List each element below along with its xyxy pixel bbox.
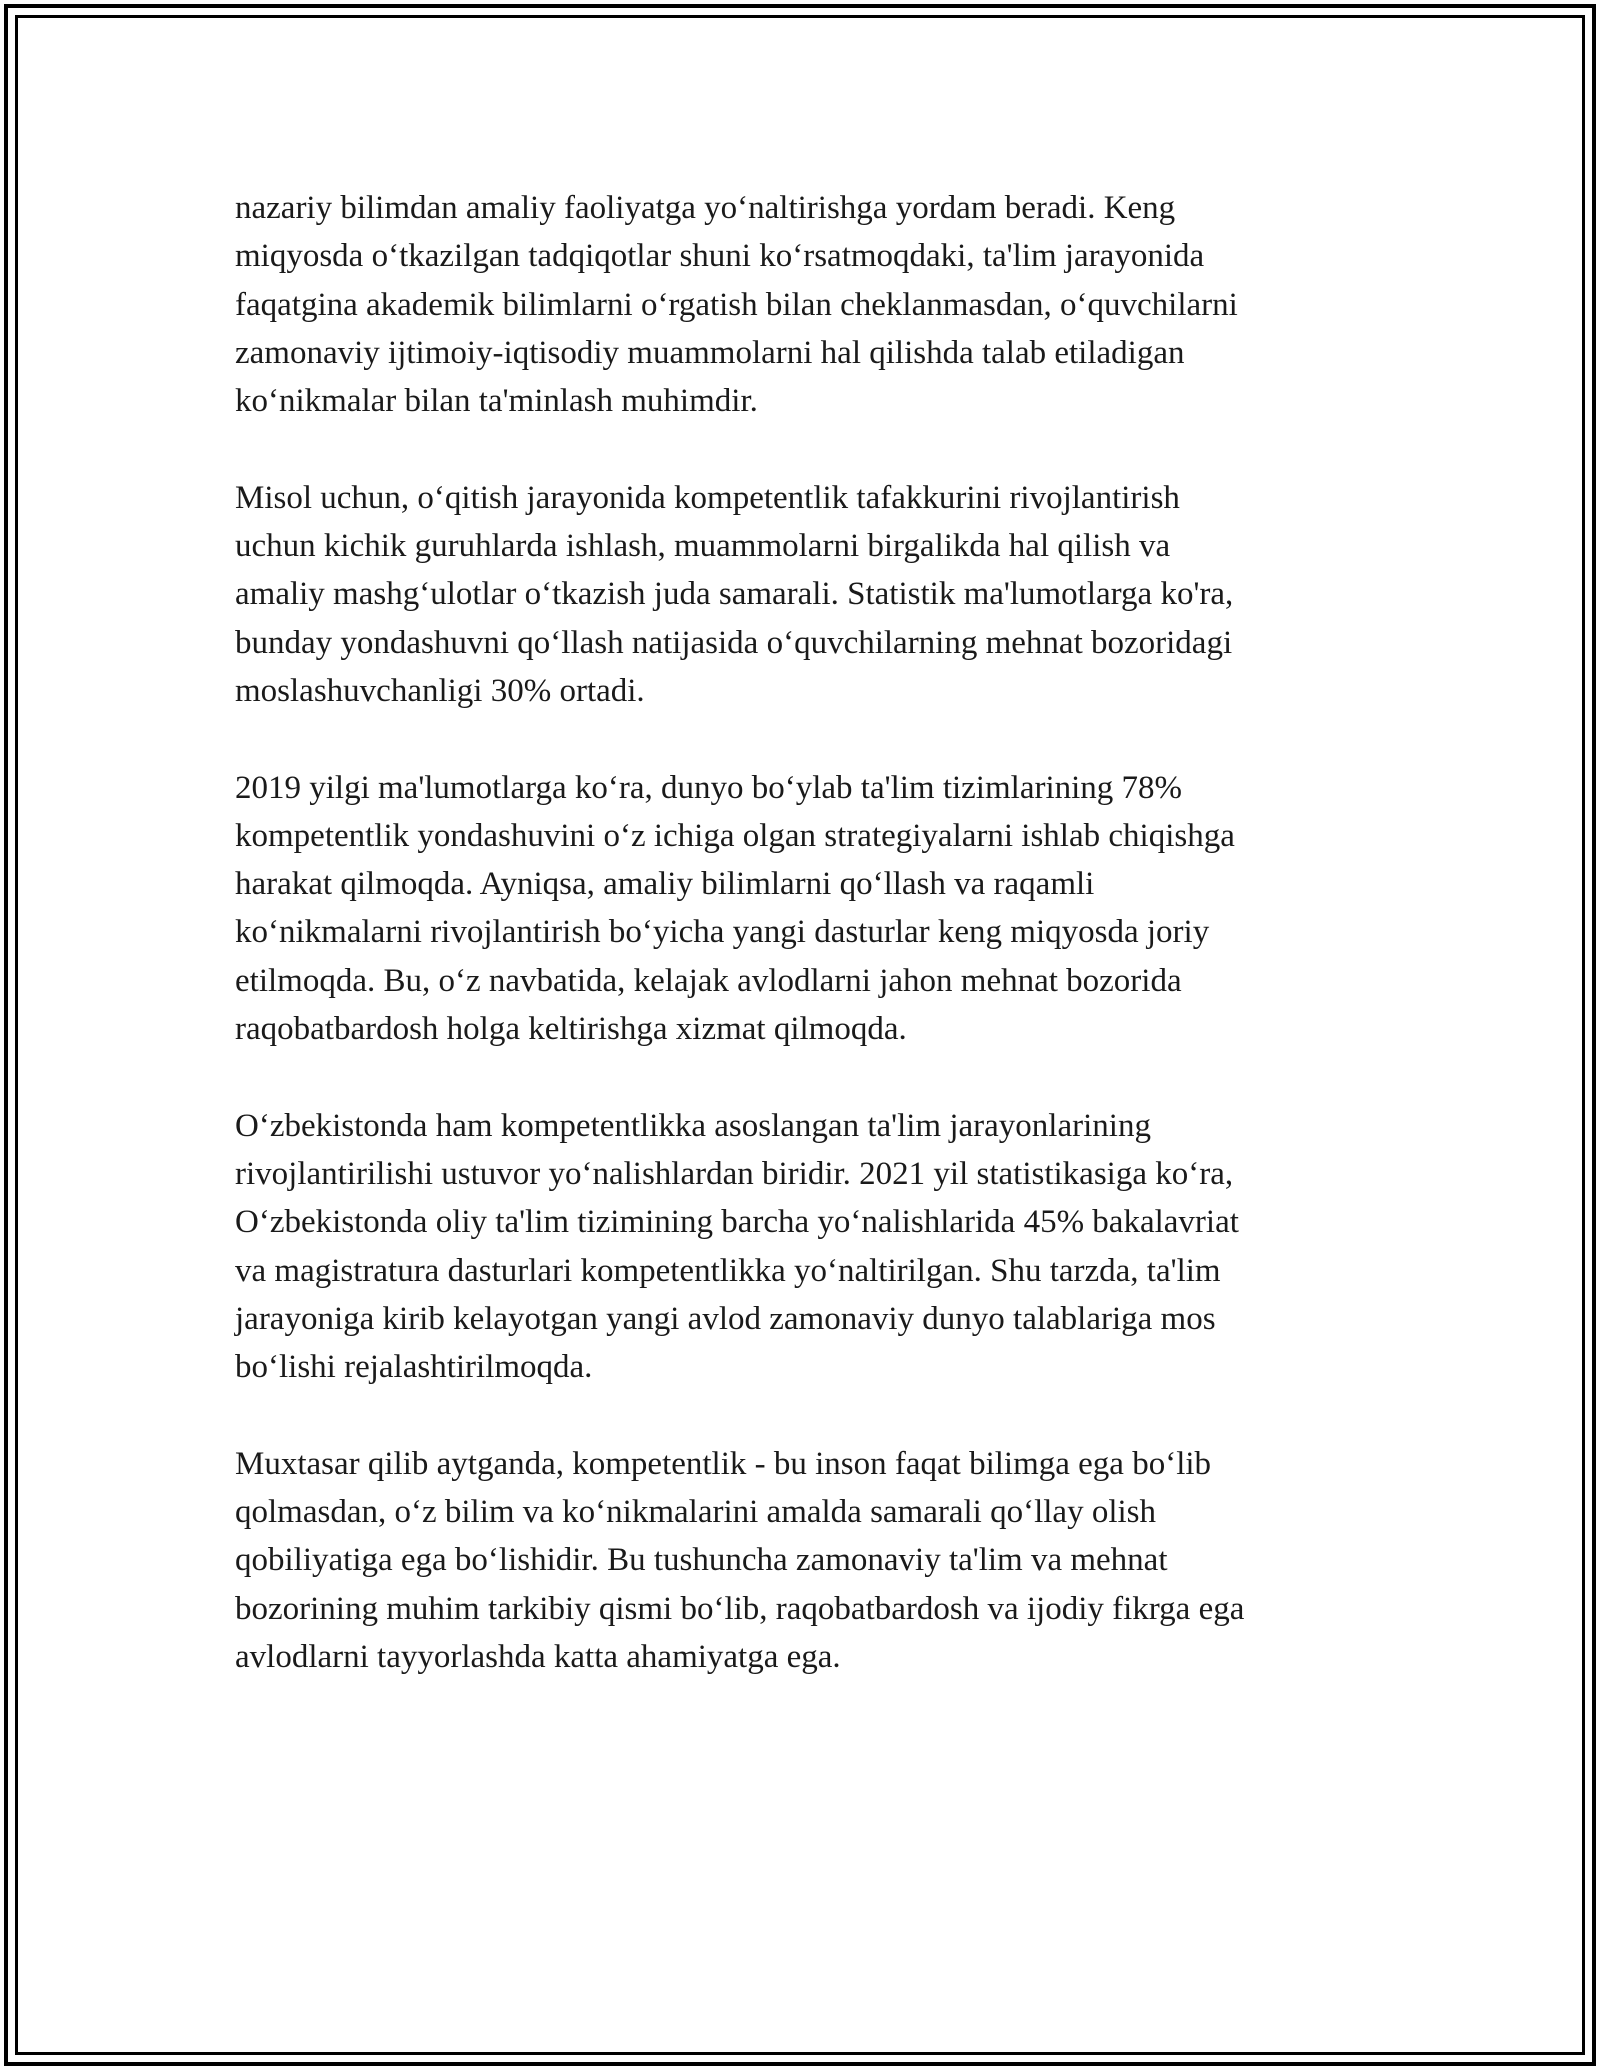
text-line: miqyosda o‘tkazilgan tadqiqotlar shuni ko‘rsatmoqdaki, ta'lim jarayonida <box>235 238 1205 275</box>
text-line: bo‘lishi rejalashtirilmoqda. <box>235 1349 593 1386</box>
text-line: avlodlarni tayyorlashda katta ahamiyatga ega. <box>235 1638 841 1675</box>
text-line: va magistratura dasturlari kompetentlikka yo‘naltirilgan. Shu tarzda, ta'lim <box>235 1252 1221 1289</box>
paragraph-4 <box>235 1102 1385 1392</box>
text-line: ko‘nikmalar bilan ta'minlash muhimdir. <box>235 383 758 420</box>
text-line: 2019 yilgi ma'lumotlarga ko‘ra, dunyo bo‘ylab ta'lim tizimlarining 78% <box>235 769 1183 806</box>
text-line: bozorining muhim tarkibiy qismi bo‘lib, raqobatbardosh va ijodiy fikrga ega <box>235 1590 1245 1627</box>
paragraph-5 <box>235 1440 1385 1681</box>
text-line: etilmoqda. Bu, o‘z navbatida, kelajak avlodlarni jahon mehnat bozorida <box>235 962 1182 999</box>
paragraph-3 <box>235 764 1385 1054</box>
text-line: ko‘nikmalarni rivojlantirish bo‘yicha yangi dasturlar keng miqyosda joriy <box>235 914 1210 951</box>
paragraph-1 <box>235 184 1385 425</box>
text-line: raqobatbardosh holga keltirishga xizmat qilmoqda. <box>235 1011 907 1048</box>
text-line: kompetentlik yondashuvini o‘z ichiga olgan strategiyalarni ishlab chiqishga <box>235 817 1235 854</box>
text-line: amaliy mashg‘ulotlar o‘tkazish juda samarali. Statistik ma'lumotlarga ko'ra, <box>235 576 1234 613</box>
text-line: O‘zbekistonda oliy ta'lim tizimining barcha yo‘nalishlarida 45% bakalavriat <box>235 1204 1239 1241</box>
text-line: moslashuvchanligi 30% ortadi. <box>235 672 645 709</box>
text-line: rivojlantirilishi ustuvor yo‘nalishlardan biridir. 2021 yil statistikasiga ko‘ra, <box>235 1155 1234 1192</box>
text-line: O‘zbekistonda ham kompetentlikka asoslangan ta'lim jarayonlarining <box>235 1107 1151 1144</box>
document-body <box>235 184 1385 1730</box>
text-line: Misol uchun, o‘qitish jarayonida kompetentlik tafakkurini rivojlantirish <box>235 479 1180 516</box>
text-line: nazariy bilimdan amaliy faoliyatga yo‘naltirishga yordam beradi. Keng <box>235 190 1176 226</box>
paragraph-2 <box>235 474 1385 715</box>
text-line: faqatgina akademik bilimlarni o‘rgatish bilan cheklanmasdan, o‘quvchilarni <box>235 286 1238 323</box>
text-line: qobiliyatiga ega bo‘lishidir. Bu tushuncha zamonaviy ta'lim va mehnat <box>235 1542 1168 1579</box>
text-line: zamonaviy ijtimoiy-iqtisodiy muammolarni hal qilishda talab etiladigan <box>235 334 1185 371</box>
text-line: bunday yondashuvni qo‘llash natijasida o‘quvchilarning mehnat bozoridagi <box>235 624 1233 661</box>
text-line: harakat qilmoqda. Ayniqsa, amaliy bilimlarni qo‘llash va raqamli <box>235 866 1095 903</box>
text-line: qolmasdan, o‘z bilim va ko‘nikmalarini amalda samarali qo‘llay olish <box>235 1494 1157 1531</box>
text-line: jarayoniga kirib kelayotgan yangi avlod zamonaviy dunyo talablariga mos <box>235 1300 1216 1337</box>
text-line: uchun kichik guruhlarda ishlash, muammolarni birgalikda hal qilish va <box>235 528 1171 565</box>
text-line: Muxtasar qilib aytganda, kompetentlik - bu inson faqat bilimga ega bo‘lib <box>235 1445 1212 1482</box>
